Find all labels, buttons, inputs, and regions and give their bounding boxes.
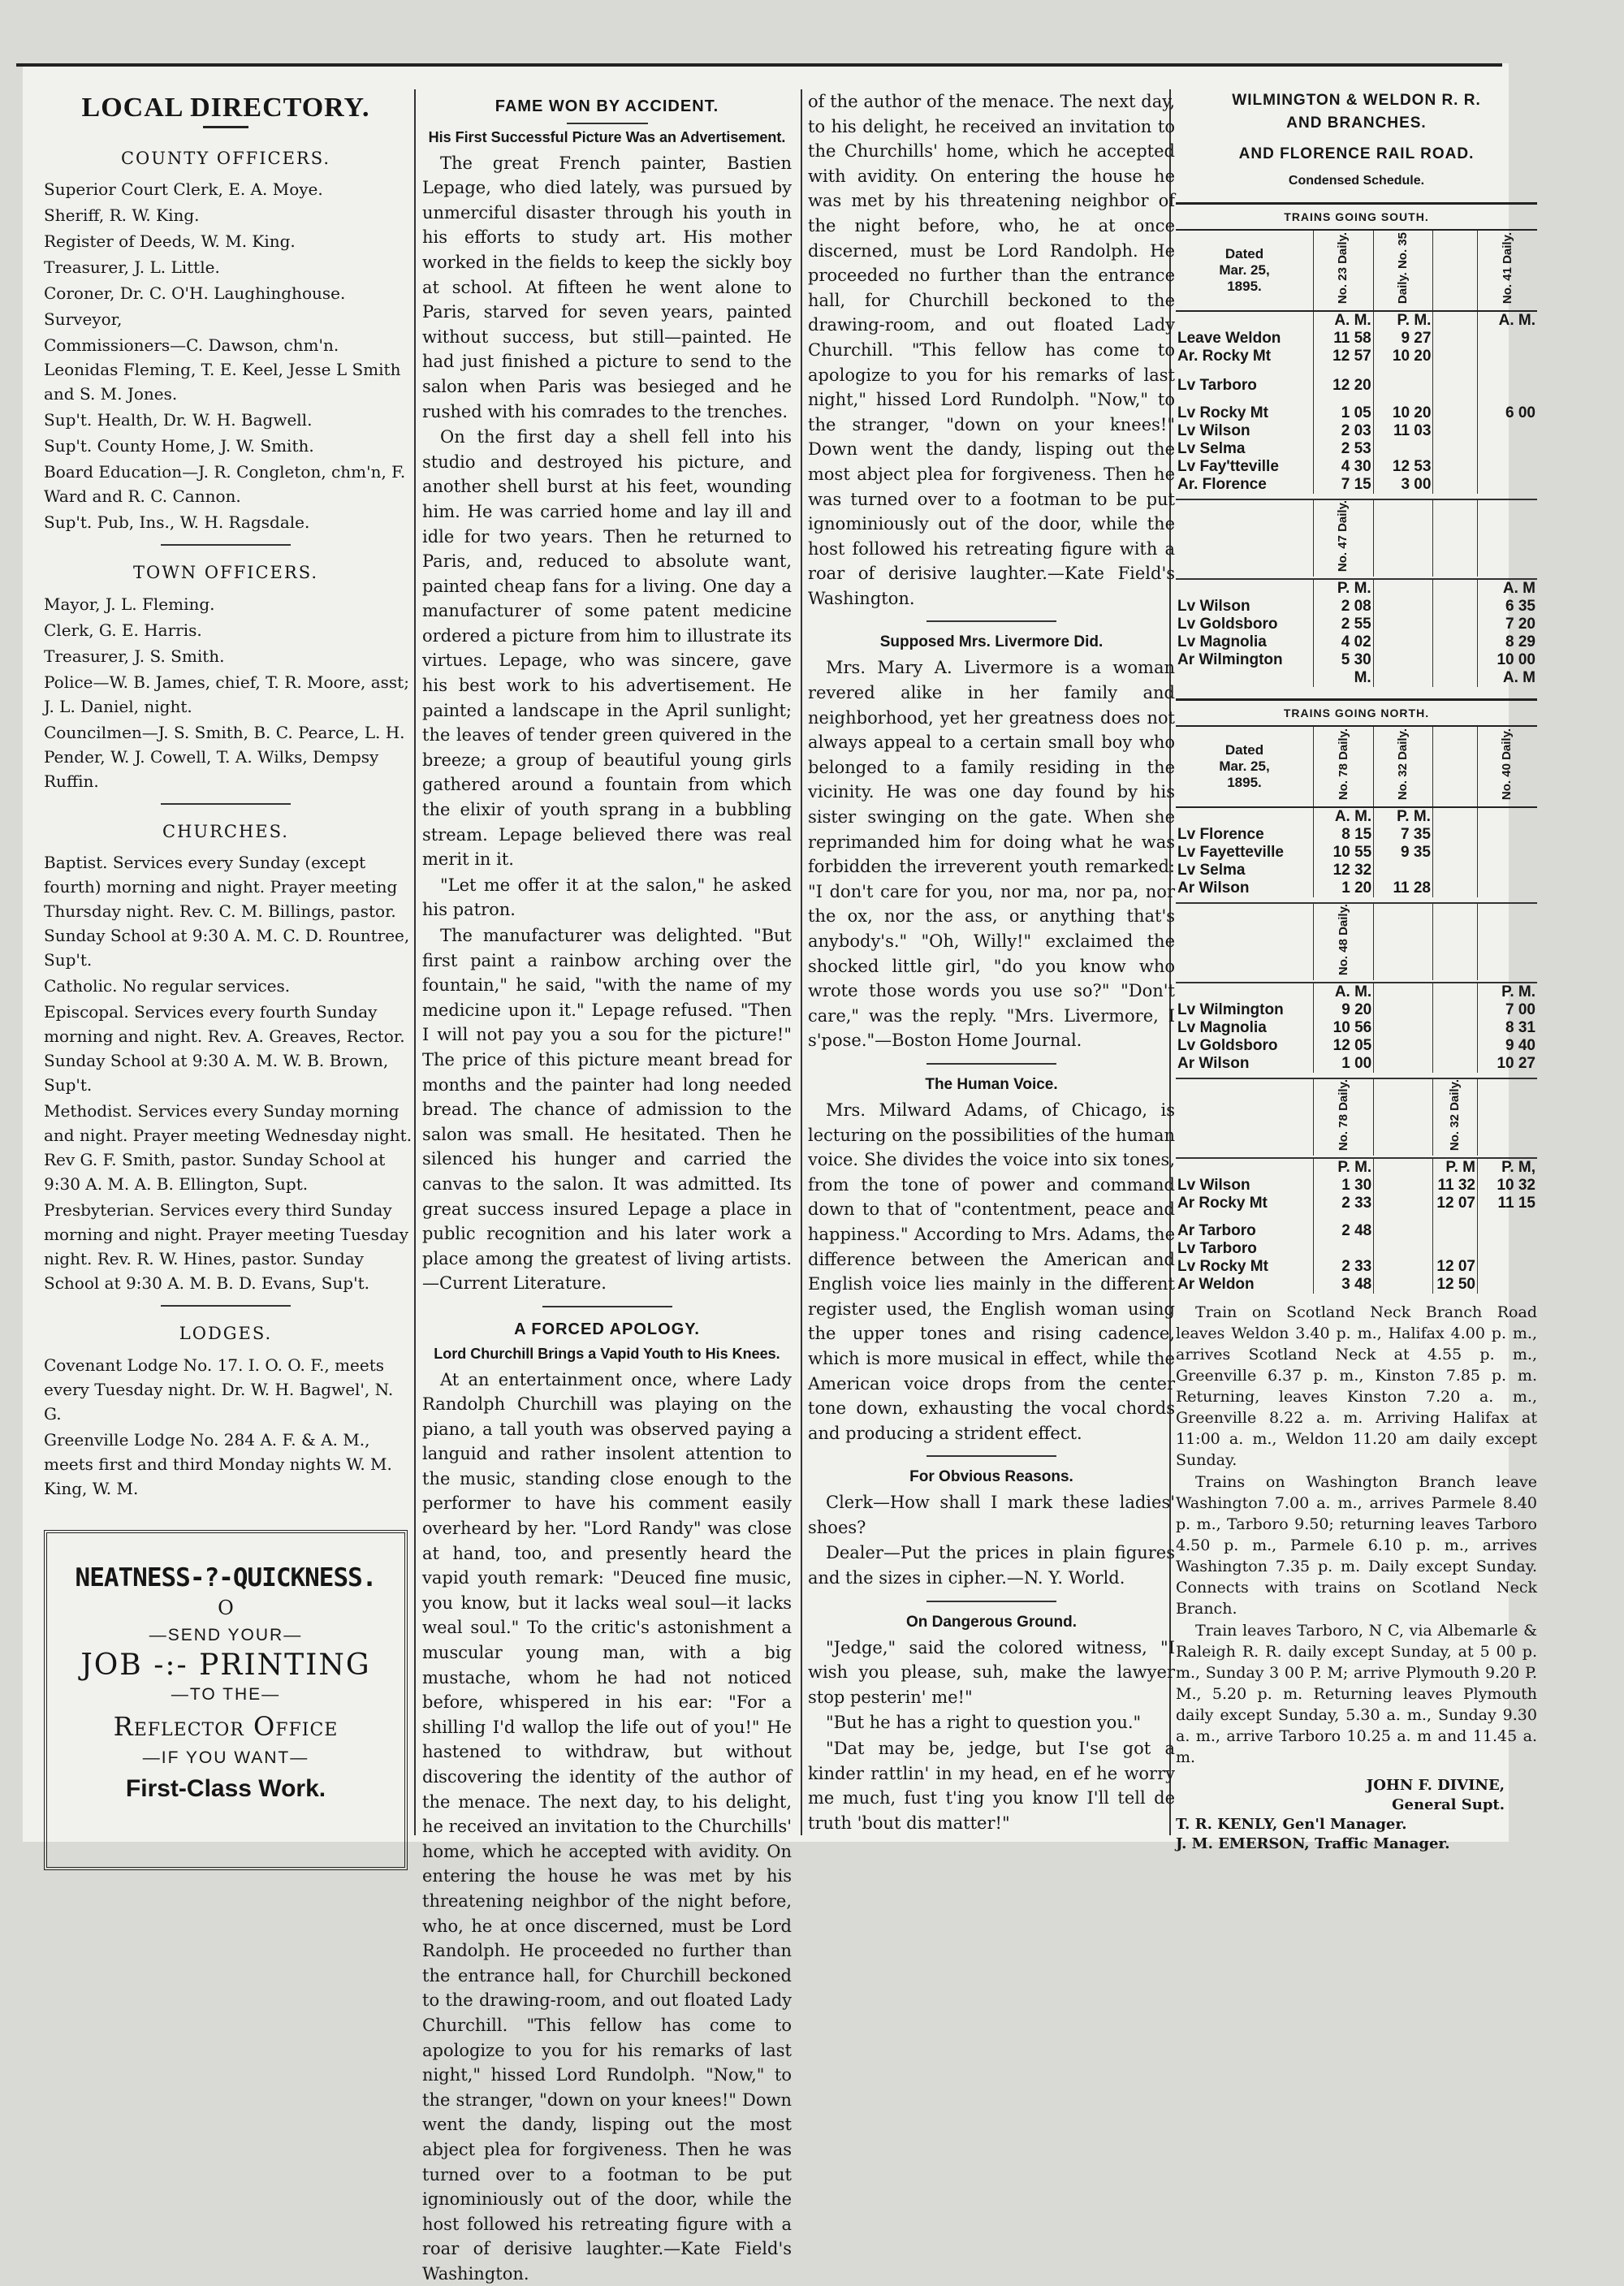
article-paragraph: On the first day a shell fell into his studio and destroyed his picture, and another shell burst at his feet, wounding him. He was carried home and lay ill and idle for two years. Then he returned to Paris, and, reduced to absolute want, painted cheap fans for a living. One day a manufacturer of some patent medicine ordered a picture from him to illustrate its virtues. Lepage, who was sincere, gave his best work to his advertisement. He painted a landscape in the April sunlight; the leaves of tender green quivered in the breeze; a group of beautiful young girls gathered around a fountain from which the elixir of youth sprang in a bubbling stream. Lepage believed there was real merit in it. xyxy=(422,427,792,870)
column-header: No. 32 Daily. xyxy=(1396,728,1410,800)
column-header: No. 47 Daily. xyxy=(1336,499,1350,572)
directory-entry: Commissioners—C. Dawson, chm'n. Leonidas Fleming, T. E. Keel, Jesse L Smith and S. M. Jones. xyxy=(44,335,401,404)
column-rule xyxy=(801,89,802,1835)
county-officers-heading: COUNTY OFFICERS. xyxy=(120,148,331,168)
directory-entry: Councilmen—J. S. Smith, B. C. Pearce, L. H. Pender, W. J. Cowell, T. A. Wilks, Dempsy Ruffin. xyxy=(44,722,405,791)
article-paragraph: At an entertainment once, where Lady Randolph Churchill was playing on the piano, a tall youth was observed paying a languid and rather insolent attention to the music, standing close enough to the performer to have his comment easily overheard by her. "Lord Randy" was close at hand, too, and presently heard the vapid youth remark: "Deuced fine music, you know, but it lacks weal soul—it lacks weal soul." To the critic's astonishment a muscular young man, with a big mustache, whom he had not noticed before, whispered in his ear: "For a shilling I'd wallop the life out of you!" He hastened to withdraw, but without discovering the identity of the author of the menace. The next day, to his delight, he received an invitation to the Churchills' home, which he accepted with avidity. On entering the house he was met by his threatening neighbor of the night before, who, he at once discerned, must be Lord Randolph. He proceeded no further than the entrance hall, for Churchill beckoned to the drawing-room, and out floated Lady Churchill. "This fellow has come to apologize to you for his remarks of last night," hissed Lord Rundolph. "Now," to the stranger, "down on your knees!" Down went the dandy, lisping out the most abject plea for forgiveness. Then he was turned over to a footman to be put ignominiously out of the door, while the host followed his retreating figure with a roar of derisive laughter.—Kate Field's Washington. xyxy=(422,1369,792,2284)
divider xyxy=(203,126,248,128)
table-row: Lv Tarboro xyxy=(1176,1240,1537,1258)
dangerous-title: On Dangerous Ground. xyxy=(905,1613,1078,1631)
time-unit: P. M. xyxy=(1374,807,1433,826)
directory-entry: Police—W. B. James, chief, T. R. Moore, asst; J. L. Daniel, night. xyxy=(44,672,409,716)
branch-notes xyxy=(1176,1302,1537,1768)
apology-subtitle: Lord Churchill Brings a Vapid Youth to His Knees. xyxy=(434,1345,780,1362)
article-paragraph: Clerk—How shall I mark these ladies' shoes? xyxy=(808,1493,1175,1537)
time-unit: P. M xyxy=(1432,1158,1477,1177)
directory-entry: Surveyor, xyxy=(44,309,123,330)
town-officers-heading: TOWN OFFICERS. xyxy=(132,563,319,583)
branch-note: Train on Scotland Neck Branch Road leaves Weldon 3.40 p. m., Halifax 4.00 p. m., arrives Scotland Neck at 4.55 p. m., Greenville 6.37 p. m., Kinston 7.85 p. m. Returning, leaves Kinston 7.20 a. m., Greenville 8.22 a. m. Arriving Halifax at 11:00 a. m., Weldon 11.20 am daily except Sunday. xyxy=(1176,1303,1537,1469)
branch-note: Trains on Washington Branch leave Washington 7.00 a. m., arrives Parmele 8.40 p. m., Tarboro 9.50; returning leaves Tarboro 4.50 p. m., Parmele 6.10 p. m., arrives Washington 7.35 p. m. Daily except Sunday. Connects with trains on Scotland Neck Branch. xyxy=(1176,1472,1537,1618)
railroad-title: AND BRANCHES. xyxy=(1286,115,1427,132)
local-directory-column xyxy=(39,89,412,1870)
directory-entry: Superior Court Clerk, E. A. Moye. xyxy=(44,179,323,200)
divider xyxy=(926,1601,1056,1602)
church-entry: Catholic. No regular services. xyxy=(44,976,291,996)
article-paragraph: Mrs. Mary A. Livermore is a woman revered alike in her family and neighborhood, yet her greatness does not always appeal to a certain small boy who belonged to a family residing in the vicinity. He was one day found by his sister swinging on the gate. When she reprimanded him for doing what he was forbidden the irreverent youth remarked: "I don't care for you, nor ma, nor pa, nor the ox, nor the ass, or anything that's anybody's." "Oh, Willy!" exclaimed the shocked little girl, "do you know who wrote those words you use so?" "Don't care," was the reply. "Mrs. Livermore, I s'pose."—Boston Home Journal. xyxy=(808,658,1175,1051)
fame-subtitle: His First Successful Picture Was an Advertisement. xyxy=(428,128,786,145)
time-unit: P. M, xyxy=(1477,1158,1537,1177)
table-row: Lv Selma 12 32 xyxy=(1176,862,1537,879)
column-header: No. 23 Daily. xyxy=(1336,231,1350,304)
divider xyxy=(567,123,648,124)
table-row: Ar Tarboro 2 48 xyxy=(1176,1212,1537,1240)
directory-entry: Sup't. Pub, Ins., W. H. Ragsdale. xyxy=(44,512,310,533)
time-unit: A. M. xyxy=(1314,807,1374,826)
table-row: Ar Wilmington 5 30 10 00 xyxy=(1177,650,1535,668)
table-row: Ar. Rocky Mt 12 57 10 20 xyxy=(1176,348,1537,365)
column-header: No. 32 Daily. xyxy=(1447,1078,1462,1151)
table-row: Ar Wilson 1 00 10 27 xyxy=(1177,1054,1535,1072)
article-paragraph: "Dat may be, jedge, but I'se got a kinder rattlin' in my head, en ef he worry me much, fust t'ing you know I'll tell de truth 'bout dis matter!" xyxy=(808,1739,1175,1833)
time-unit: A. M xyxy=(1478,579,1537,598)
church-entry: Presbyterian. Services every third Sunday morning and night. Prayer meeting Tuesday night. Rev. R. W. Hines, pastor. Sunday School at 9:30 A. M. B. D. Evans, Sup't. xyxy=(44,1200,409,1294)
time-unit: A. M. xyxy=(1314,983,1374,1001)
branch-note: Train leaves Tarboro, N C, via Albemarle & Raleigh R. R. daily except Sunday, at 5 00 p. m., Sunday 3 00 P. M; arrive Plymouth 9.20 P. M., 5.20 p. m. Returning leaves Plymouth daily except Sunday, 5.30 a. m., Sunday 9.30 a. m., arrive Tarboro 10.25 a. m and 11.45 a. m. xyxy=(1176,1621,1537,1766)
town-officers-list xyxy=(39,592,412,793)
divider xyxy=(926,1455,1056,1457)
trains-north-caption: TRAINS GOING NORTH. xyxy=(1176,699,1537,726)
table-row: Lv Wilson 2 08 6 35 xyxy=(1177,597,1535,615)
divider xyxy=(542,1306,672,1307)
directory-entry: Register of Deeds, W. M. King. xyxy=(44,231,296,252)
divider xyxy=(161,803,291,805)
trains-south-table xyxy=(1176,202,1537,687)
voice-title: The Human Voice. xyxy=(925,1075,1058,1093)
table-row: Lv Wilmington 9 20 7 00 xyxy=(1177,1000,1535,1018)
ad-line: —SEND YOUR— xyxy=(149,1626,303,1645)
signature-title: General Supt. xyxy=(1392,1796,1505,1813)
article-paragraph: "Jedge," said the colored witness, "I wish you please, suh, make the lawyer stop pesterin' me!" xyxy=(808,1637,1175,1707)
lodges-heading: LODGES. xyxy=(179,1324,273,1344)
lodge-entry: Covenant Lodge No. 17. I. O. O. F., meets every Tuesday night. Dr. W. H. Bagwel', N. G. xyxy=(44,1355,394,1424)
ad-ornament: O xyxy=(218,1596,234,1619)
time-unit: A. M xyxy=(1478,669,1537,687)
table-row: Ar Weldon 3 48 12 50 xyxy=(1176,1276,1537,1294)
time-unit: A. M. xyxy=(1314,311,1374,330)
table-row: Lv Wilson 1 30 11 32 10 32 xyxy=(1177,1176,1535,1194)
livermore-title: Supposed Mrs. Livermore Did. xyxy=(879,633,1104,651)
table-row: Ar. Florence 7 15 3 00 xyxy=(1176,476,1537,494)
church-entry: Methodist. Services every Sunday morning and night. Prayer meeting Wednesday night. Rev G. F. Smith, pastor. Sunday School at 9:30 A. M. A. B. Ellington, Supt. xyxy=(44,1101,412,1195)
ad-headline: NEATNESS-?-QUICKNESS. xyxy=(75,1562,377,1592)
signature-manager: T. R. KENLY, Gen'l Manager. xyxy=(1176,1815,1407,1833)
time-unit: P. M. xyxy=(1314,1158,1374,1177)
churches-heading: CHURCHES. xyxy=(162,821,289,841)
table-row: Lv Magnolia 4 02 8 29 xyxy=(1177,633,1535,650)
table-row: Lv Tarboro 12 20 xyxy=(1176,365,1537,395)
article-paragraph: "But he has a right to question you." xyxy=(826,1713,1142,1733)
railroad-subtitle: Condensed Schedule. xyxy=(1288,174,1425,188)
fame-title: FAME WON BY ACCIDENT. xyxy=(495,97,719,115)
obvious-title: For Obvious Reasons. xyxy=(909,1468,1073,1486)
directory-entry: Coroner, Dr. C. O'H. Laughinghouse. xyxy=(44,283,346,304)
table-row: Lv Goldsboro 2 55 7 20 xyxy=(1177,615,1535,633)
trains-south-caption: TRAINS GOING SOUTH. xyxy=(1176,203,1537,230)
column-header: No. 40 Daily. xyxy=(1500,728,1514,800)
divider xyxy=(926,620,1056,622)
directory-entry: Sup't. County Home, J. W. Smith. xyxy=(44,436,314,456)
divider xyxy=(926,1063,1056,1065)
dated-label: Dated Mar. 25, 1895. xyxy=(1219,245,1270,294)
article-paragraph: Dealer—Put the prices in plain figures and the sizes in cipher.—N. Y. World. xyxy=(808,1543,1175,1588)
churches-list xyxy=(39,850,412,1295)
column-header: Daily. No. 35 xyxy=(1396,231,1410,304)
time-unit: P. M. xyxy=(1373,311,1433,330)
time-unit: P. M. xyxy=(1477,983,1537,1001)
railroad-title: AND FLORENCE RAIL ROAD. xyxy=(1238,145,1475,162)
directory-entry: Treasurer, J. L. Little. xyxy=(44,257,220,278)
ad-line: —IF YOU WANT— xyxy=(142,1748,309,1767)
time-unit: A. M. xyxy=(1478,311,1537,330)
table-row: Ar Rocky Mt 2 33 12 07 11 15 xyxy=(1177,1194,1535,1212)
table-row: Leave Weldon 11 58 9 27 xyxy=(1176,330,1537,348)
church-entry: Episcopal. Services every fourth Sunday morning and night. Rev. A. Greaves, Rector. Sunday School at 9:30 A. M. W. B. Brown, Sup't. xyxy=(44,1002,405,1095)
table-row: Lv Fayetteville 10 55 9 35 xyxy=(1176,844,1537,862)
top-rule xyxy=(16,63,1502,67)
trains-north-table xyxy=(1176,698,1537,1294)
miscellany-column xyxy=(808,89,1175,1836)
directory-entry: Treasurer, J. S. Smith. xyxy=(44,646,225,666)
directory-entry: Mayor, J. L. Fleming. xyxy=(44,594,215,614)
directory-entry: Board Education—J. R. Congleton, chm'n, F. Ward and R. C. Cannon. xyxy=(44,462,406,507)
table-row: Lv Rocky Mt 1 05 10 20 6 00 xyxy=(1176,395,1537,422)
article-paragraph: The manufacturer was delighted. "But first paint a rainbow arching over the fountain," he said, "with the name of my medicine upon it." Lepage refused. "Then I will not pay you a sou for the picture!" The price of this picture meant bread for months and the painter had long needed bread. The chance of admission to the salon was small. He hesitated. Then he silenced his hunger and carried the canvas to the salon. It was admitted. Its great success insured Lepage a place in public recognition and his later work a place among the greatest of living artists.—Current Literature. xyxy=(422,926,792,1294)
ad-line: —TO THE— xyxy=(171,1685,281,1705)
directory-entry: Sheriff, R. W. King. xyxy=(44,205,200,226)
directory-entry: Clerk, G. E. Harris. xyxy=(44,620,202,640)
dated-label: Dated Mar. 25, 1895. xyxy=(1219,741,1270,790)
railroad-title: WILMINGTON & WELDON R. R. xyxy=(1232,92,1481,109)
table-row: Lv Goldsboro 12 05 9 40 xyxy=(1177,1036,1535,1054)
job-printing-advertisement xyxy=(44,1530,408,1870)
column-rule xyxy=(414,89,416,1835)
table-row: Lv Fay'tteville 4 30 12 53 xyxy=(1176,458,1537,476)
column-header: No. 78 Daily. xyxy=(1336,728,1350,800)
column-header: No. 48 Daily. xyxy=(1336,903,1350,975)
article-paragraph: "Let me offer it at the salon," he asked his patron. xyxy=(422,875,792,920)
table-row: Lv Magnolia 10 56 8 31 xyxy=(1177,1018,1535,1036)
lodge-entry: Greenville Lodge No. 284 A. F. & A. M., meets first and third Monday nights W. M. King, W. M. xyxy=(44,1429,392,1498)
table-row: Lv Florence 8 15 7 35 xyxy=(1176,826,1537,844)
time-unit: M. xyxy=(1314,669,1374,687)
railroad-column xyxy=(1176,89,1537,1854)
column-header: No. 78 Daily. xyxy=(1336,1078,1350,1151)
table-row: Ar Wilson 1 20 11 28 xyxy=(1176,879,1537,897)
time-unit: P. M. xyxy=(1314,579,1374,598)
divider xyxy=(161,1305,291,1307)
ad-job-printing: JOB -:- PRINTING xyxy=(80,1648,371,1682)
lodges-list xyxy=(39,1353,412,1501)
directory-entry: Sup't. Health, Dr. W. H. Bagwell. xyxy=(44,410,313,430)
table-row: Lv Selma 2 53 xyxy=(1176,440,1537,458)
signature-name: JOHN F. DIVINE, xyxy=(1366,1776,1505,1794)
ad-first-class-work: First-Class Work. xyxy=(125,1775,326,1803)
county-officers-list xyxy=(39,177,412,534)
directory-title: LOCAL DIRECTORY. xyxy=(81,93,370,123)
church-entry: Baptist. Services every Sunday (except fourth) morning and night. Prayer meeting Thursday night. Rev. C. M. Billings, pastor. Sunday School at 9:30 A. M. C. D. Rountree, Sup't. xyxy=(44,853,410,970)
table-row: Lv Rocky Mt 2 33 12 07 xyxy=(1176,1258,1537,1276)
article-paragraph: The great French painter, Bastien Lepage, who died lately, was pursued by unmerciful disaster through his youth in his efforts to study art. His mother worked in the fields to keep the sickly boy at school. At fifteen he went alone to Paris, starved for seven years, painted without success, but still—painted. He had just finished a picture to send to the salon when Paris was besieged and he rushed with his comrades to the trenches. xyxy=(422,153,792,421)
apology-title: A FORCED APOLOGY. xyxy=(514,1320,700,1338)
article-paragraph-continued: of the author of the menace. The next day, to his delight, he received an invitation to the Churchills' home, which he accepted with avidity. On entering the house he was met by his threatening neighbor of the night before, who, he at once discerned, must be Lord Randolph. He proceeded no further than the entrance hall, for Churchill beckoned to the drawing-room, and out floated Lady Churchill. "This fellow has come to apologize to you for his remarks of last night," hissed Lord Rundolph. "Now," to the stranger, "down on your knees!" Down went the dandy, lisping out the most abject plea for forgiveness. Then he was turned over to a footman to be put ignominiously out of the door, while the host followed his retreating figure with a roar of derisive laughter.—Kate Field's Washington. xyxy=(808,92,1175,608)
article-paragraph: Mrs. Milward Adams, of Chicago, is lecturing on the possibilities of the human voice. She divides the voice into six tones, from the tone of power and command down to that of "contentment, peace and happiness." According to Mrs. Adams, the difference between the American and English voice lies mainly in the different register used, the English woman using the upper tones and rising cadence, which is more musical in effect, while the American voice drops from the center tone down, exhausting the vocal chords and producing a strident effect. xyxy=(808,1100,1175,1443)
divider xyxy=(161,544,291,546)
column-header: No. 41 Daily. xyxy=(1500,231,1514,304)
fame-column xyxy=(422,89,792,2284)
table-row: Lv Wilson 2 03 11 03 xyxy=(1176,422,1537,440)
signature-traffic-manager: J. M. EMERSON, Traffic Manager. xyxy=(1176,1834,1450,1852)
ad-reflector-office: Reflector Office xyxy=(113,1710,339,1742)
